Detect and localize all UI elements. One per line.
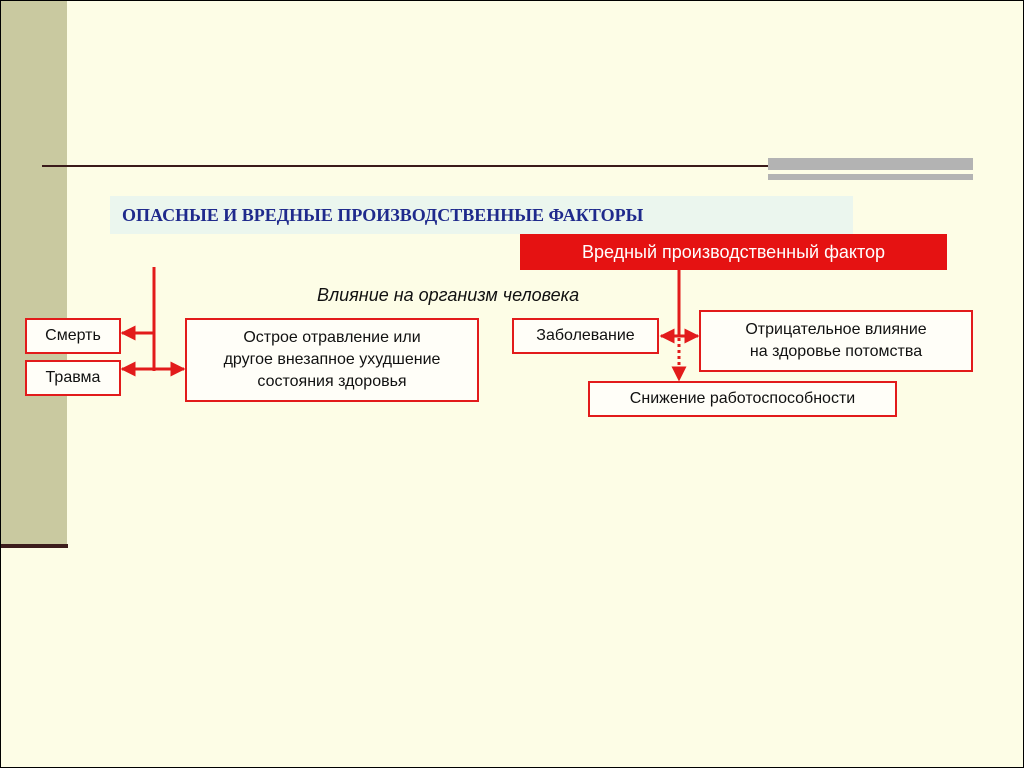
acute-line-1: Острое отравление или xyxy=(243,329,421,346)
acute-line-2: другое внезапное ухудшение xyxy=(223,351,441,368)
injury-box: Травма xyxy=(25,360,121,396)
harmful-factor-box: Вредный производственный фактор xyxy=(520,234,947,270)
offspring-line-2: на здоровье потомства xyxy=(749,343,923,360)
slide-title: ОПАСНЫЕ И ВРЕДНЫЕ ПРОИЗВОДСТВЕННЫЕ ФАКТОРЫ xyxy=(122,205,644,225)
death-box: Смерть xyxy=(25,318,121,354)
influence-label: Влияние на организм человека xyxy=(317,285,580,305)
offspring-health-box xyxy=(699,310,973,372)
offspring-line-1: Отрицательное влияние xyxy=(745,321,927,338)
acute-poisoning-box xyxy=(185,318,479,402)
disease-box: Заболевание xyxy=(512,318,659,354)
acute-line-3: состояния здоровья xyxy=(257,373,407,390)
work-capacity-box: Снижение работоспособности xyxy=(588,381,897,417)
